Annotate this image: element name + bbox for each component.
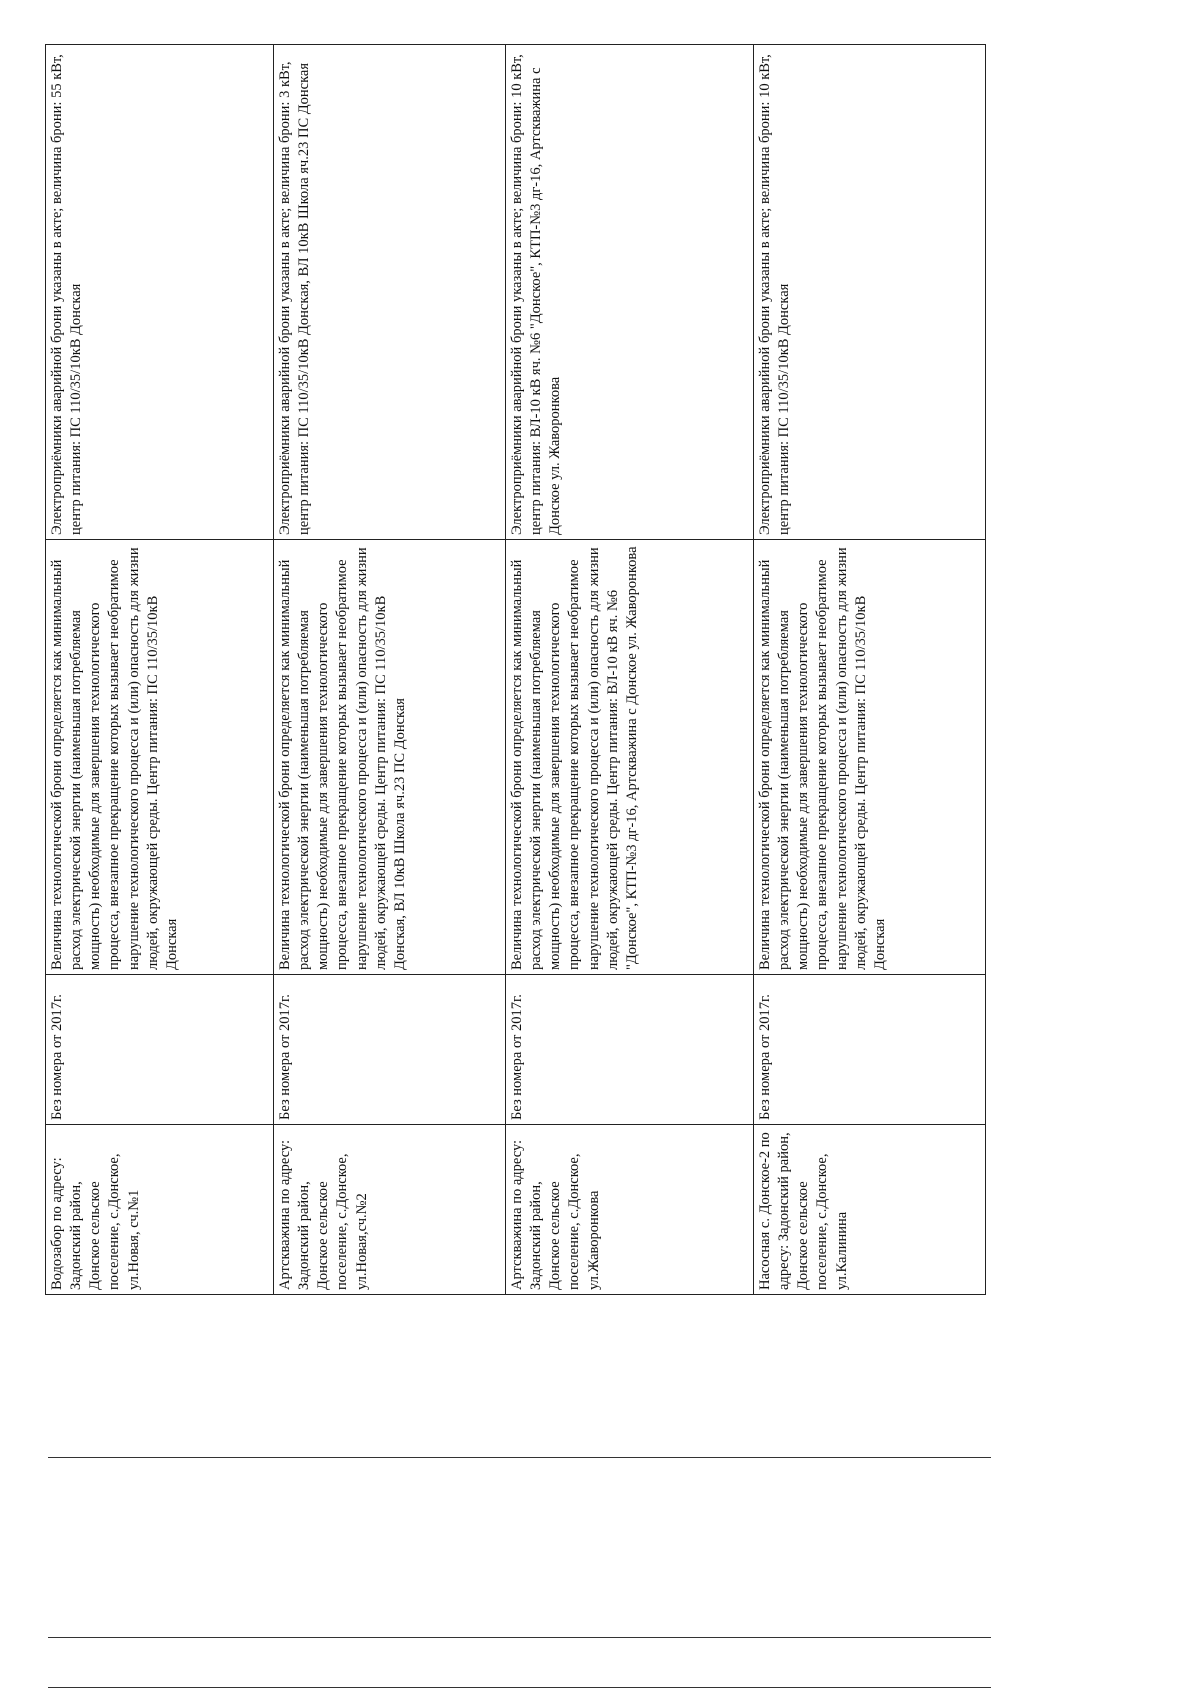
object-cell: Водозабор по адресу: Задонский район, Донское сельское поселение, с.Донское, ул.Новая, сч.№1: [46, 1125, 274, 1295]
separator-line: [48, 1457, 991, 1458]
act-cell: Без номера от 2017г.: [46, 975, 274, 1125]
act-cell: Без номера от 2017г.: [274, 975, 506, 1125]
act-cell: Без номера от 2017г.: [506, 975, 754, 1125]
object-cell: Артскважина по адресу: Задонский район, Донское сельское поселение, с.Донское, ул.Новая,сч.№2: [274, 1125, 506, 1295]
reserve-table: [45, 44, 986, 1295]
emergency-reserve-cell: Электроприёмники аварийной брони указаны в акте; величина брони: 55 кВт, центр питания: ПС 110/35/10кВ Донская: [46, 45, 274, 540]
tech-reserve-cell: Величина технологической брони определяется как минимальный расход электрической энергии (наименьшая потребляемая мощность) необходимые для завершения технологического процесса, внезапное прекращение которых вызывает необратимое нарушение технологического процесса и (или) опасность для жизни людей, окружающей среды. Центр питания: ПС 110/35/10кВ Донская: [754, 540, 986, 975]
act-cell: Без номера от 2017г.: [754, 975, 986, 1125]
object-cell: Насосная с. Донское-2 по адресу: Задонский район, Донское сельское поселение, с.Донское, ул.Калинина: [754, 1125, 986, 1295]
emergency-reserve-cell: Электроприёмники аварийной брони указаны в акте; величина брони: 10 кВт, центр питания: ПС 110/35/10кВ Донская: [754, 45, 986, 540]
object-cell: Артскважина по адресу: Задонский район, Донское сельское поселение, с.Донское, ул.Жаворонкова: [506, 1125, 754, 1295]
separator-line: [48, 1637, 991, 1638]
tech-reserve-cell: Величина технологической брони определяется как минимальный расход электрической энергии (наименьшая потребляемая мощность) необходимые для завершения технологического процесса, внезапное прекращение которых вызывает необратимое нарушение технологического процесса и (или) опасность для жизни людей, окружающей среды. Центр питания: ПС 110/35/10кВ Донская, ВЛ 10кВ Школа яч.23 ПС Донская: [274, 540, 506, 975]
rotated-table-container: [45, 45, 985, 1295]
table-row: [46, 45, 274, 1295]
separator-line: [48, 1687, 991, 1688]
tech-reserve-cell: Величина технологической брони определяется как минимальный расход электрической энергии (наименьшая потребляемая мощность) необходимые для завершения технологического процесса, внезапное прекращение которых вызывает необратимое нарушение технологического процесса и (или) опасность для жизни людей, окружающей среды. Центр питания: ВЛ-10 кВ яч. №6 "Донское", КТП-№3 дг-16, Артскважина с Донское ул. Жаворонкова: [506, 540, 754, 975]
table-row: [506, 45, 754, 1295]
emergency-reserve-cell: Электроприёмники аварийной брони указаны в акте; величина брони: 3 кВт, центр питания: ПС 110/35/10кВ Донская, ВЛ 10кВ Школа яч.23 ПС Донская: [274, 45, 506, 540]
tech-reserve-cell: Величина технологической брони определяется как минимальный расход электрической энергии (наименьшая потребляемая мощность) необходимые для завершения технологического процесса, внезапное прекращение которых вызывает необратимое нарушение технологического процесса и (или) опасность для жизни людей, окружающей среды. Центр питания: ПС 110/35/10кВ Донская: [46, 540, 274, 975]
table-row: [754, 45, 986, 1295]
emergency-reserve-cell: Электроприёмники аварийной брони указаны в акте; величина брони: 10 кВт, центр питания: ВЛ-10 кВ яч. №6 "Донское", КТП-№3 дг-16, Артскважина с Донское ул. Жаворонкова: [506, 45, 754, 540]
table-row: [274, 45, 506, 1295]
